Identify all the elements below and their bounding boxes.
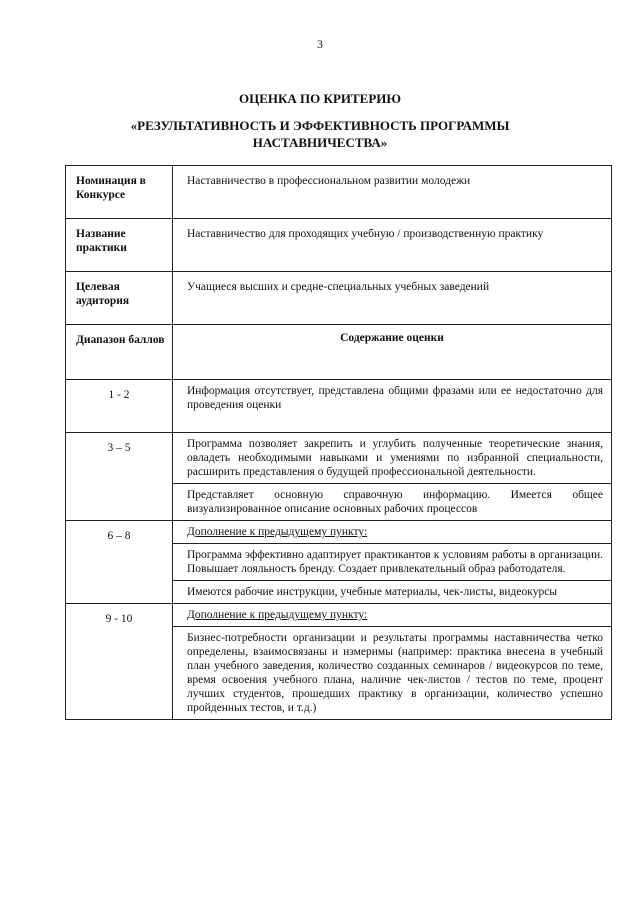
table-row-practice: [66, 219, 612, 272]
score-range: 9 - 10: [66, 604, 173, 720]
table-row: [66, 604, 612, 720]
table-row: [66, 380, 612, 433]
score-description: Представляет основную справочную информацию. Имеется общее визуализированное описание основных рабочих процессов: [173, 483, 611, 520]
nomination-value: Наставничество в профессиональном развитии молодежи: [173, 166, 612, 219]
score-description: Программа эффективно адаптирует практикантов к условиям работы в организации. Повышает лояльность бренду. Создает привлекательный образ работодателя.: [173, 543, 611, 580]
score-content: [173, 604, 612, 720]
table-row: [66, 521, 612, 604]
title-line-2: «РЕЗУЛЬТАТИВНОСТЬ И ЭФФЕКТИВНОСТЬ ПРОГРАММЫ НАСТАВНИЧЕСТВА»: [130, 118, 510, 150]
audience-label: Целевая аудитория: [66, 272, 173, 325]
practice-value: Наставничество для проходящих учебную / производственную практику: [173, 219, 612, 272]
score-range: 6 – 8: [66, 521, 173, 604]
score-content: [173, 521, 612, 604]
score-content: [173, 380, 612, 433]
table-row-header: [66, 325, 612, 380]
table-row: [66, 433, 612, 521]
page-title: [90, 90, 550, 151]
score-description: Информация отсутствует, представлена общими фразами или ее недостаточно для проведения оценки: [187, 385, 603, 411]
score-description: Бизнес-потребности организации и результаты программы наставничества четко определены, взаимосвязаны и измеримы (например: практика внесена в учебный план учебного заведения, количество созданных семинаров / видеокурсов по теме, время освоения учебного плана, наличие чек-листов / тестов по теме, процент лучших студентов, прошедших практику в организации, количество успешно пройденных тестов, и т.д.): [173, 626, 611, 719]
score-description: Имеются рабочие инструкции, учебные материалы, чек-листы, видеокурсы: [173, 580, 611, 603]
addition-note: Дополнение к предыдущему пункту:: [187, 609, 368, 621]
page-number: 3: [317, 37, 323, 51]
table-row-nomination: [66, 166, 612, 219]
practice-label: Название практики: [66, 219, 173, 272]
score-content: [173, 433, 612, 521]
criteria-table: [65, 165, 612, 720]
score-range: 1 - 2: [66, 380, 173, 433]
nomination-label: Номинация в Конкурсе: [66, 166, 173, 219]
table-row-audience: [66, 272, 612, 325]
range-header-label: Диапазон баллов: [66, 325, 173, 380]
score-description: Программа позволяет закрепить и углубить полученные теоретические знания, овладеть необходимыми навыками и умениями по избранной специальности, расширить представления о будущей профессиональной деятельности.: [187, 438, 603, 478]
content-header: Содержание оценки: [173, 325, 612, 380]
addition-note: Дополнение к предыдущему пункту:: [187, 526, 368, 538]
audience-value: Учащиеся высших и средне-специальных учебных заведений: [173, 272, 612, 325]
title-line-1: ОЦЕНКА ПО КРИТЕРИЮ: [238, 91, 402, 106]
score-range: 3 – 5: [66, 433, 173, 521]
